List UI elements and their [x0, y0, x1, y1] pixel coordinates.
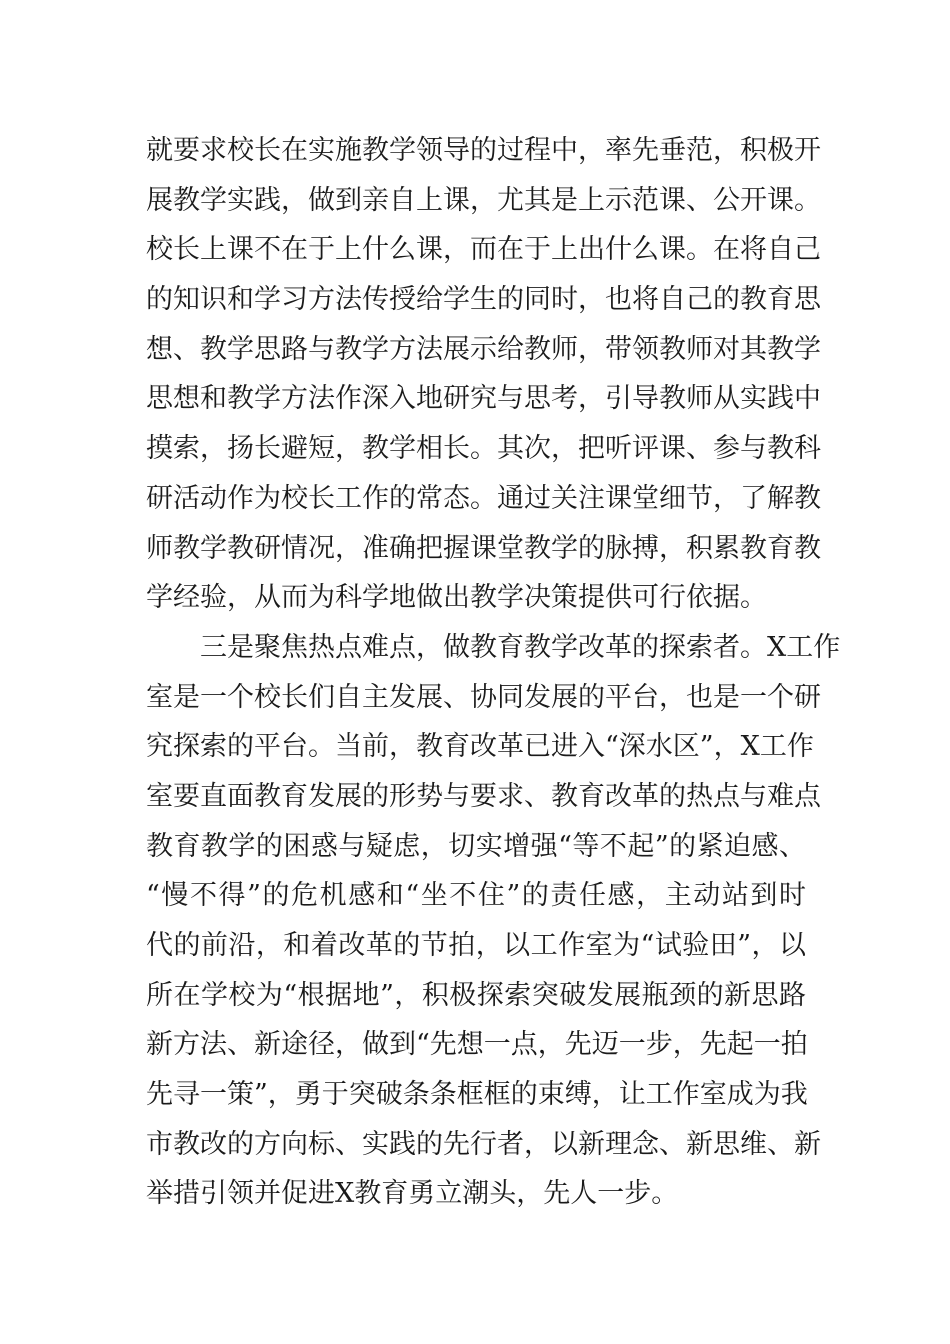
text-line: 就要求校长在实施教学领导的过程中，率先垂范，积极开 — [146, 135, 821, 166]
text-line: 校长上课不在于上什么课，而在于上出什么课。在将自己 — [146, 234, 821, 266]
text-line: 思想和教学方法作深入地研究与思考，引导教师从实践中 — [146, 383, 821, 415]
text-line: 市教改的方向标、实践的先行者，以新理念、新思维、新 — [146, 1128, 821, 1160]
text-line: 的知识和学习方法传授给学生的同时，也将自己的教育思 — [146, 284, 821, 316]
text-line: 教育教学的困惑与疑虑，切实增强“等不起”的紧迫感、 — [146, 830, 806, 862]
body-text — [146, 126, 841, 1219]
text-line: 先寻一策”，勇于突破条条框框的束缚，让工作室成为我 — [146, 1079, 808, 1111]
text-line: 摸索，扬长避短，教学相长。其次，把听评课、参与教科 — [146, 433, 821, 465]
text-line: 室要直面教育发展的形势与要求、教育改革的热点与难点 — [146, 780, 821, 812]
text-line: 所在学校为“根据地”，积极探索突破发展瓶颈的新思路 — [146, 979, 806, 1011]
paragraph-continued — [146, 126, 821, 623]
text-line: 研活动作为校长工作的常态。通过关注课堂细节，了解教 — [146, 482, 821, 514]
text-line: 新方法、新途径，做到“先想一点，先迈一步，先起一拍 — [146, 1029, 808, 1061]
text-line-last: 学经验，从而为科学地做出教学决策提供可行依据。 — [146, 582, 767, 614]
text-line: 室是一个校长们自主发展、协同发展的平台，也是一个研 — [146, 681, 821, 713]
text-line: 展教学实践，做到亲自上课，尤其是上示范课、公开课。 — [146, 184, 821, 216]
text-line: 代的前沿，和着改革的节拍，以工作室为“试验田”，以 — [146, 930, 806, 961]
text-line: 想、教学思路与教学方法展示给教师，带领教师对其教学 — [146, 333, 821, 365]
text-line: “慢不得”的危机感和“坐不住”的责任感，主动站到时 — [146, 880, 806, 912]
text-line-first: 三是聚焦热点难点，做教育教学改革的探索者。X工作 — [200, 631, 841, 663]
paragraph-reform-explorer — [146, 623, 841, 1219]
text-line: 师教学教研情况，准确把握课堂教学的脉搏，积累教育教 — [146, 532, 821, 564]
text-line: 究探索的平台。当前，教育改革已进入“深水区”，X工作 — [146, 731, 814, 763]
text-line-last: 举措引领并促进X教育勇立潮头，先人一步。 — [146, 1178, 679, 1210]
